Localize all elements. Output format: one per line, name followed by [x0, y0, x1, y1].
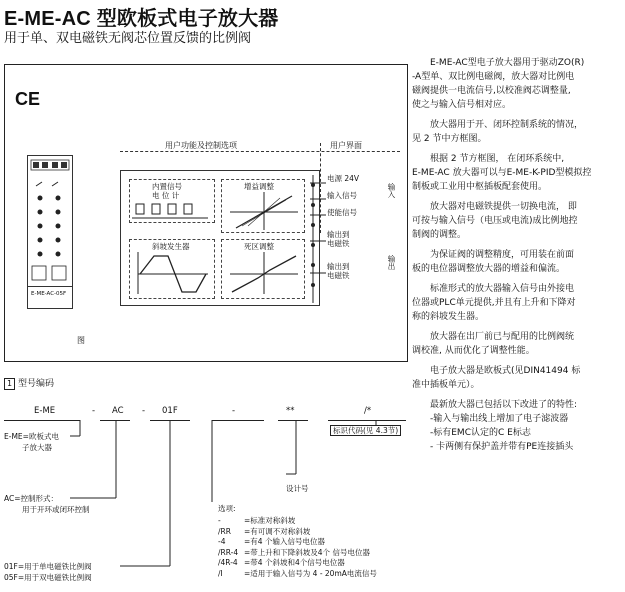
right-para-line: 调校准, 从而优化了调整性能。: [412, 346, 535, 356]
code-design-label: 设计号: [286, 484, 309, 493]
card-model-label: E-ME-AC-05F: [31, 291, 67, 297]
side-label-input: 输入: [387, 183, 396, 198]
right-para-line: 见 2 节中方框图。: [412, 134, 487, 144]
option-row: /4R-4 =带4 个斜坡和4个信号电位器: [218, 558, 345, 567]
block-internal-label: 内置信号: [152, 182, 182, 191]
options-list: [218, 516, 377, 579]
page-title: E-ME-AC 型欧板式电子放大器: [4, 8, 279, 30]
right-para-line: - 卡两侧有保护盖并带有PE连接插头: [430, 442, 574, 452]
right-para-line: 称的斜坡发生器。: [412, 312, 485, 322]
right-para-line: E-ME-AC型电子放大器用于驱动ZO(R): [430, 58, 585, 68]
serial-label-box: 标识代码(见 4.3节): [330, 425, 401, 436]
gain-graph-icon: [226, 190, 302, 232]
code-dash-1: -: [92, 406, 96, 416]
deadband-graph-icon: [226, 250, 302, 296]
signal-out2-b: 电磁铁: [327, 271, 350, 280]
option-row: /RR =有可调不对称斜坡: [218, 526, 311, 536]
code-01f-line: 01F=用于单电磁铁比例阀: [4, 562, 92, 571]
code-dash-2: -: [142, 406, 146, 416]
right-para-line: 板的电位器调整放大器的增益和偏流。: [412, 264, 566, 274]
right-para-line: 放大器在出厂前已与配用的比例阀统: [430, 332, 575, 342]
code-05f-line: 05F=用于双电磁铁比例阀: [4, 573, 92, 582]
right-para-line: 磁阀提供一电流信号,以校准阀芯调整量,: [412, 86, 571, 96]
right-para-line: -A型单、双比例电磁阀，放大器对比例电: [412, 72, 575, 82]
option-row: - =标准对称斜坡: [218, 516, 296, 525]
right-para-line: 根据 2 节方框图， 在闭环系统中,: [430, 154, 565, 164]
right-para-line: 制板或工业用中枢插板配套使用。: [412, 182, 548, 192]
figure-frame: [4, 64, 408, 362]
right-para-line: 最新放大器已包括以下改进了的特性:: [430, 400, 578, 410]
header-user-functions: 用户功能及控制选项: [165, 141, 237, 150]
right-para-line: 放大器用于开、闭环控制系统的情况，: [430, 120, 584, 130]
code-part-design: **: [286, 406, 295, 416]
block-gain: [221, 179, 305, 233]
ramp-graph-icon: [134, 250, 212, 296]
code-ac-line2: 用于开环或闭环控制: [22, 505, 90, 514]
signal-out1-a: 输出到: [327, 230, 350, 239]
code-part-eme: E-ME: [34, 406, 56, 416]
signal-input: 输入信号: [327, 191, 357, 200]
block-gain-label: 增益调整: [244, 182, 274, 191]
right-para-line: 制阀的调整。: [412, 230, 467, 240]
section-heading: [4, 376, 54, 390]
option-row: -4 =有4 个输入信号电位器: [218, 537, 325, 546]
figure-caption: 图: [77, 336, 85, 345]
code-eme-line1: E-ME=欧板式电: [4, 432, 59, 441]
right-para-line: -标有EMC认定的C E标志: [430, 428, 531, 438]
header-user-interface: 用户界面: [330, 141, 362, 150]
block-ramp-label: 斜坡发生器: [152, 242, 190, 251]
block-internal-sublabel: 电 位 计: [152, 191, 180, 200]
signal-power: 电源 24V: [327, 174, 360, 183]
code-eme-line2: 子放大器: [22, 443, 52, 452]
card-front-panel: [27, 155, 73, 287]
board-outline: [120, 170, 320, 306]
right-text-column: [412, 56, 624, 454]
ce-mark: CE: [15, 89, 41, 109]
code-part-01f: 01F: [162, 406, 178, 416]
options-title: 选项:: [218, 504, 236, 513]
right-para-line: 准中插板单元）。: [412, 380, 480, 390]
section-title: 型号编码: [18, 379, 55, 389]
code-dash-3: -: [232, 406, 236, 416]
right-para-line: 位器或PLC单元提供,并且有上升和下降对: [412, 298, 576, 308]
option-row: /I =适用于输入信号为 4 - 20mA电流信号: [218, 568, 377, 578]
block-deadband: [221, 239, 305, 299]
right-para-line: E-ME-AC 放大器可以与E-ME-K-PID型模拟控: [412, 168, 592, 178]
block-deadband-label: 死区调整: [244, 242, 274, 251]
signal-enable: 使能信号: [327, 208, 357, 217]
signal-out1-b: 电磁铁: [327, 239, 350, 248]
code-serial-label: [330, 426, 401, 437]
right-para-line: 可按与输入信号（电压或电流)成比例地控: [412, 216, 578, 226]
option-row: /RR-4 =带上升和下降斜坡及4个 信号电位器: [218, 547, 370, 557]
card-panel-icon: [28, 156, 72, 286]
potentiometer-icon: [132, 200, 212, 222]
right-para-line: 电子放大器是欧板式(见DIN41494 标: [430, 366, 581, 376]
signal-out2-a: 输出到: [327, 262, 350, 271]
right-para-line: 放大器对电磁铁提供一切换电流， 即: [430, 202, 577, 212]
block-ramp: [129, 239, 215, 299]
page-subtitle: 用于单、双电磁铁无阀芯位置反馈的比例阀: [4, 31, 252, 46]
signal-leads-icon: [310, 175, 328, 285]
header-divider: [120, 151, 400, 153]
code-part-ac: AC: [112, 406, 124, 416]
right-para-line: 为保证阀的调整精度，可用装在前面: [430, 250, 575, 260]
right-para-line: 使之与输入信号相对应。: [412, 100, 512, 110]
code-ac-line1: AC=控制形式：: [4, 494, 59, 503]
right-para-line: -输入与输出线上增加了电子滤波器: [430, 414, 569, 424]
block-internal-signal: [129, 179, 215, 223]
section-number: 1: [4, 378, 15, 390]
side-label-output: 输出: [387, 255, 396, 270]
right-para-line: 标准形式的放大器输入信号由外接电: [430, 284, 575, 294]
code-part-serial: /*: [364, 406, 372, 416]
